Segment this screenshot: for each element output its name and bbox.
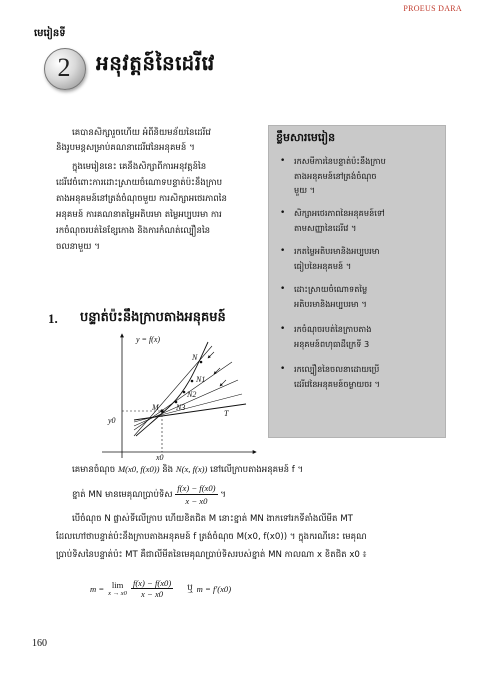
bullet-icon: • xyxy=(280,364,286,374)
curve-label: y = f(x) xyxy=(136,335,161,344)
section-title: បន្ទាត់ប៉ះនឹងក្រាបតាងអនុគមន៍ xyxy=(80,310,226,325)
lesson-number: 2 xyxy=(57,53,71,82)
motion-arrow xyxy=(208,352,214,358)
section-number: 1. xyxy=(48,311,58,326)
body-text: ខ្នាត់ MN មានមេគុណប្រាប់ទិស xyxy=(72,490,173,500)
limit-fraction xyxy=(131,578,173,599)
secant-slope-fraction xyxy=(175,482,217,507)
intro-line: រកចំណុចរបត់នៃខ្សែកោង និងការកំណត់ល្បឿននៃ xyxy=(56,226,211,236)
point-N xyxy=(200,361,203,364)
fraction-denominator: x − x0 xyxy=(141,589,164,599)
body-line: ប្រាប់ទិសនៃបន្ទាត់ប៉ះ MT គឺជាលីមីតនៃមេគុណប្រាប់ទិសរបស់ខ្នាត់ MN កាលណា x ខិតជិត x0 ៖ xyxy=(56,550,367,560)
limit-word: lim xyxy=(111,580,124,590)
bullet-icon: • xyxy=(280,208,286,218)
limit-operator xyxy=(108,580,127,597)
point-N1 xyxy=(191,380,194,383)
intro-line: តាងអនុគមន៍នៅត្រង់ចំណុចមួយ ការសិក្សាអថេរភាពនៃ xyxy=(56,194,227,204)
page-number: 160 xyxy=(32,638,47,649)
chapter-title: អនុវត្តន៍នៃដេរីវេ xyxy=(96,51,215,75)
body-line xyxy=(72,462,303,478)
objective-line: រកល្បឿននៃចលនាដោយប្រើ xyxy=(294,364,380,374)
limit-subscript: x → x0 xyxy=(108,590,127,597)
bullet-icon: • xyxy=(280,156,286,166)
objective-line: មួយ ។ xyxy=(294,185,315,196)
body-line xyxy=(72,482,226,507)
body-line: បើចំណុច N ផ្លាស់ទីលើក្រាប ហើយខិតជិត M នោះខ្នាត់ MN ងាកទៅរកទីតាំងលីមីត MT xyxy=(72,514,353,524)
objective-line: ធៀបនៃអនុគមន៍ ។ xyxy=(294,260,352,271)
objective-line: រកសមីការនៃបន្ទាត់ប៉ះនឹងក្រាប xyxy=(294,156,386,166)
intro-line: គេបានសិក្សារួចហើយ អំពីនិយមន័យនៃដេរីវេ xyxy=(72,128,211,138)
intro-line: អនុគមន៍ ការគណនាតម្លៃអតិបរមា តម្លៃអប្បបរមា ការ xyxy=(56,210,222,220)
objective-line: រកចំណុចរបត់នៃក្រាបតាង xyxy=(294,324,372,334)
T-label: T xyxy=(224,409,229,418)
fraction-numerator: f(x) − f(x0) xyxy=(132,578,172,588)
objective-line: រកតម្លៃអតិបរមានិងអប្បបរមា xyxy=(294,246,380,256)
M-label: M xyxy=(152,403,159,412)
objective-line: អនុគមន៍ពហុធាដឺក្រេទី 3 xyxy=(294,338,370,349)
N2-label: N2 xyxy=(187,390,197,399)
tangent-figure xyxy=(96,332,264,460)
x0-label: x0 xyxy=(156,453,164,460)
N3-label: N3 xyxy=(176,403,186,412)
point-M xyxy=(160,409,163,412)
motion-arrow xyxy=(220,380,226,386)
intro-line: ដេរីវេចំពោះការដោះស្រាយចំណោទបន្ទាត់ប៉ះនឹងក្រាប xyxy=(56,178,223,188)
body-text: គេមានចំណុច xyxy=(72,465,116,475)
body-text: ។ xyxy=(220,490,226,500)
intro-line: ក្នុងមេរៀននេះ គេនឹងសិក្សាពីការអនុវត្តន៍នៃ xyxy=(72,162,207,172)
objective-line: តាមសញ្ញានៃដេរីវេ ។ xyxy=(294,222,357,233)
N1-label: N1 xyxy=(196,375,206,384)
bullet-icon: • xyxy=(280,284,286,294)
intro-line: ចលនាមួយ ។ xyxy=(56,242,100,252)
y0-label: y0 xyxy=(108,416,116,425)
secant-line-MN xyxy=(134,346,212,436)
point-N-expr: N(x, f(x)) xyxy=(175,464,208,474)
fraction-numerator: f(x) − f(x0) xyxy=(177,483,216,493)
bullet-icon: • xyxy=(280,246,286,256)
point-N2 xyxy=(183,391,186,394)
body-text: នៅលើក្រាបតាងអនុគមន៍ f ។ xyxy=(210,465,304,475)
body-text: និង xyxy=(162,465,174,475)
bullet-icon: • xyxy=(280,324,286,334)
objective-line: សិក្សាអថេរភាពនៃអនុគមន៍ទៅ xyxy=(294,208,385,218)
objective-line: ដោះស្រាយចំណោទតម្លៃ xyxy=(294,284,368,294)
tangent-line-MT xyxy=(134,404,246,420)
derivative-expr: m = f′(x0) xyxy=(196,583,232,594)
N-label: N xyxy=(192,353,198,362)
body-line: ដែលហៅថាបន្ទាត់ប៉ះនឹងក្រាបតាងអនុគមន៍ f ត្រង់ចំណុច M(x0, f(x0)) ។ ក្នុងករណីនេះ មេគុណ xyxy=(56,532,367,542)
fraction-denominator: x − x0 xyxy=(185,496,208,506)
objective-line: ដេរីវេនៃអនុគមន៍ចម្ងាយចរ ។ xyxy=(294,378,380,389)
author-name: PROEUS DARA xyxy=(403,4,462,13)
objective-line: តាងអនុគមន៍នៅត្រង់ចំណុច xyxy=(294,170,377,181)
tangent-slope-formula xyxy=(90,578,231,599)
objectives-title: ខ្លឹមសារមេរៀន xyxy=(276,131,336,144)
intro-line: និងរូបមន្តសម្រាប់គណនាដេរីវេនៃអនុគមន៍ ។ xyxy=(56,143,195,153)
or-word: ឬ xyxy=(187,582,193,593)
formula-m: m = xyxy=(90,583,105,594)
objective-line: អតិបរមានិងអប្បបរមា ។ xyxy=(294,298,367,309)
lesson-label: មេរៀនទី xyxy=(34,28,66,39)
point-M-expr: M(x0, f(x0)) xyxy=(117,464,160,474)
